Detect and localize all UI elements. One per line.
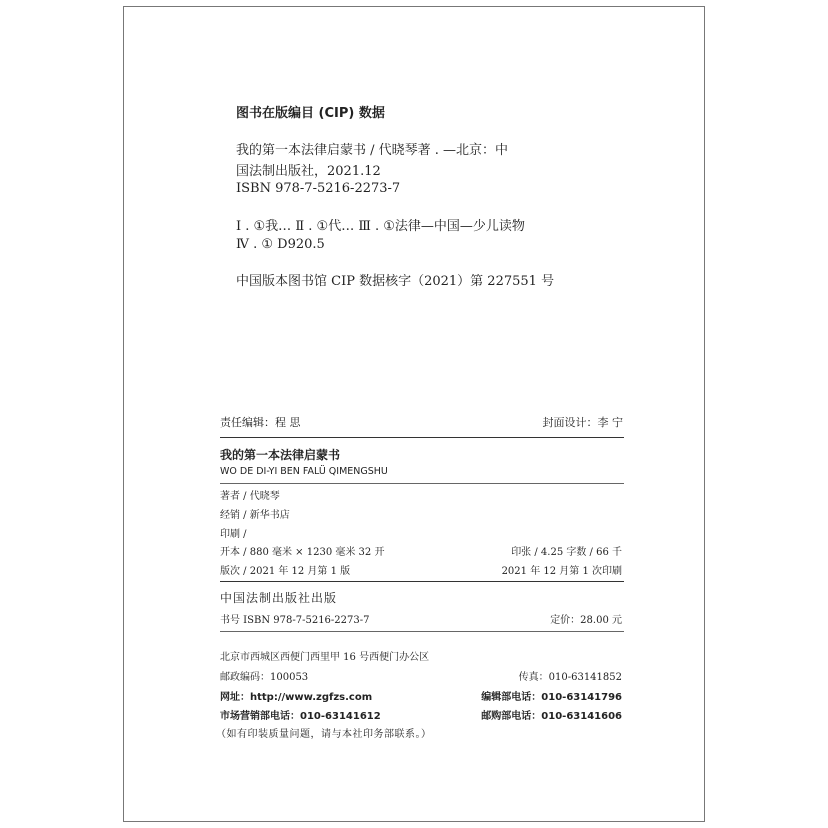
book-title: 我的第一本法律启蒙书 xyxy=(220,448,341,462)
cip-classification-1: Ⅰ . ①我… Ⅱ . ①代… Ⅲ . ①法律—中国—少儿读物 xyxy=(236,219,525,234)
divider-title xyxy=(220,483,624,484)
publisher-name: 中国法制出版社出版 xyxy=(220,591,338,605)
book-number: 书号 ISBN 978-7-5216-2273-7 xyxy=(220,615,370,626)
fax: 传真：010-63141852 xyxy=(518,672,622,683)
copyright-page xyxy=(123,6,705,822)
price: 定价：28.00 元 xyxy=(550,615,622,626)
cover-designer: 封面设计：李 宁 xyxy=(542,416,623,429)
responsible-editor: 责任编辑：程 思 xyxy=(220,416,301,429)
postcode: 邮政编码：100053 xyxy=(220,672,309,683)
author: 著者 / 代晓琴 xyxy=(220,491,280,502)
format: 开本 / 880 毫米 × 1230 毫米 32 开 xyxy=(220,547,385,558)
distributor: 经销 / 新华书店 xyxy=(220,510,290,521)
cip-line-1: 我的第一本法律启蒙书 / 代晓琴著 . —北京：中 xyxy=(236,143,509,158)
cip-record-number: 中国版本图书馆 CIP 数据核字（2021）第 227551 号 xyxy=(236,274,555,289)
book-title-pinyin: WO DE DI-YI BEN FALÜ QIMENGSHU xyxy=(220,466,388,477)
divider-top xyxy=(220,437,624,438)
mail-order-phone: 邮购部电话：010-63141606 xyxy=(481,711,622,722)
printing: 2021 年 12 月第 1 次印刷 xyxy=(501,566,622,577)
edition: 版次 / 2021 年 12 月第 1 版 xyxy=(220,566,351,577)
quality-notice: （如有印装质量问题，请与本社印务部联系。） xyxy=(216,729,432,740)
marketing-phone: 市场营销部电话：010-63141612 xyxy=(220,711,381,722)
website: 网址：http://www.zgfzs.com xyxy=(220,692,373,703)
editorial-phone: 编辑部电话：010-63141796 xyxy=(481,692,622,703)
divider-middle xyxy=(220,581,624,582)
cip-line-2: 国法制出版社，2021.12 xyxy=(236,164,381,179)
divider-publisher xyxy=(220,631,624,632)
address: 北京市西城区西便门西里甲 16 号西便门办公区 xyxy=(220,652,430,663)
sheets-and-word-count: 印张 / 4.25 字数 / 66 千 xyxy=(511,547,622,558)
cip-classification-2: Ⅳ . ① D920.5 xyxy=(236,237,325,252)
cip-isbn: ISBN 978-7-5216-2273-7 xyxy=(236,181,401,196)
cip-heading: 图书在版编目 (CIP) 数据 xyxy=(236,106,385,121)
printer: 印刷 / xyxy=(220,529,247,540)
